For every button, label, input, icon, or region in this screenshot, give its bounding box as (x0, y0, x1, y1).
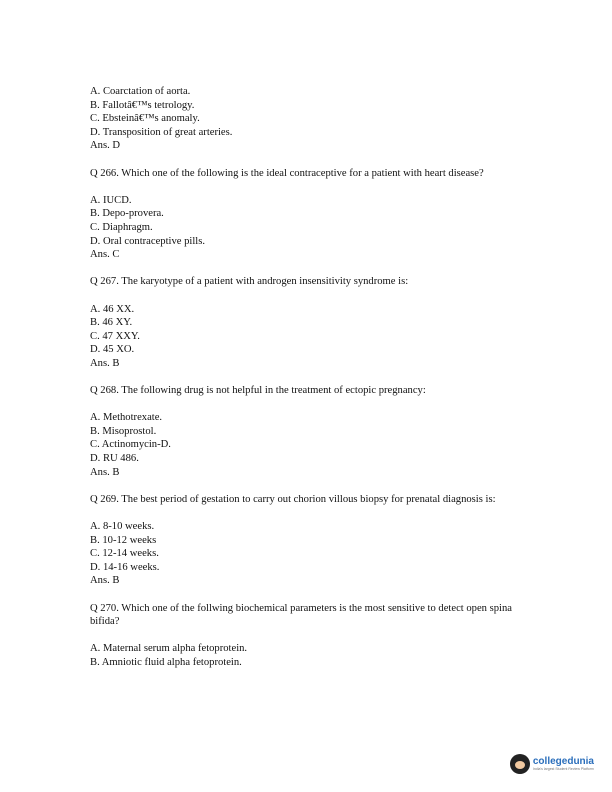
answer: Ans. B (90, 466, 120, 478)
question-block-268 (90, 411, 530, 479)
option-d: D. Transposition of great arteries. (90, 126, 233, 138)
option-a: A. 46 XX. (90, 303, 135, 315)
option-b: B. Fallotâ€™s tetrology. (90, 99, 195, 111)
option-d: D. 14-16 weeks. (90, 561, 160, 573)
option-c: C. Ebsteinâ€™s anomaly. (90, 113, 200, 125)
student-mascot-icon (510, 754, 530, 774)
collegedunia-logo (510, 754, 594, 774)
question-text-268: Q 268. The following drug is not helpful in the treatment of ectopic pregnancy: (90, 385, 426, 397)
question-text-270: Q 270. Which one of the follwing biochemical parameters is the most sensitive to detect open spina bifida? (90, 602, 512, 628)
question-block-267 (90, 303, 530, 371)
document-body (90, 85, 530, 683)
question-block-269 (90, 520, 530, 588)
answer: Ans. B (90, 357, 120, 369)
option-a: A. Maternal serum alpha fetoprotein. (90, 643, 248, 655)
question-block-266 (90, 194, 530, 262)
option-c: C. 47 XXY. (90, 330, 140, 342)
logo-tagline: India's largest Student Review Platform (532, 767, 594, 771)
answer: Ans. B (90, 575, 120, 587)
option-d: D. RU 486. (90, 453, 139, 465)
option-b: B. Depo-provera. (90, 208, 164, 220)
option-d: D. 45 XO. (90, 344, 135, 356)
option-b: B. 46 XY. (90, 317, 133, 329)
option-a: A. Coarctation of aorta. (90, 86, 191, 97)
option-d: D. Oral contraceptive pills. (90, 235, 206, 247)
answer: Ans. C (90, 249, 120, 261)
option-a: A. IUCD. (90, 194, 132, 206)
question-block-270 (90, 642, 530, 669)
option-b: B. Amniotic fluid alpha fetoprotein. (90, 656, 242, 668)
option-b: B. Misoprostol. (90, 425, 157, 437)
logo-name: collegedunia (532, 756, 594, 767)
option-a: A. Methotrexate. (90, 412, 163, 424)
question-text-267: Q 267. The karyotype of a patient with androgen insensitivity syndrome is: (90, 276, 409, 288)
option-c: C. 12-14 weeks. (90, 548, 159, 560)
option-c: C. Actinomycin-D. (90, 439, 171, 451)
answer: Ans. D (90, 140, 121, 152)
option-a: A. 8-10 weeks. (90, 521, 155, 532)
question-block-265 (90, 85, 530, 153)
option-c: C. Diaphragm. (90, 221, 153, 233)
question-text-266: Q 266. Which one of the following is the ideal contraceptive for a patient with heart disease? (90, 167, 484, 179)
option-b: B. 10-12 weeks (90, 534, 157, 546)
question-text-269: Q 269. The best period of gestation to carry out chorion villous biopsy for prenatal diagnosis is: (90, 493, 496, 505)
